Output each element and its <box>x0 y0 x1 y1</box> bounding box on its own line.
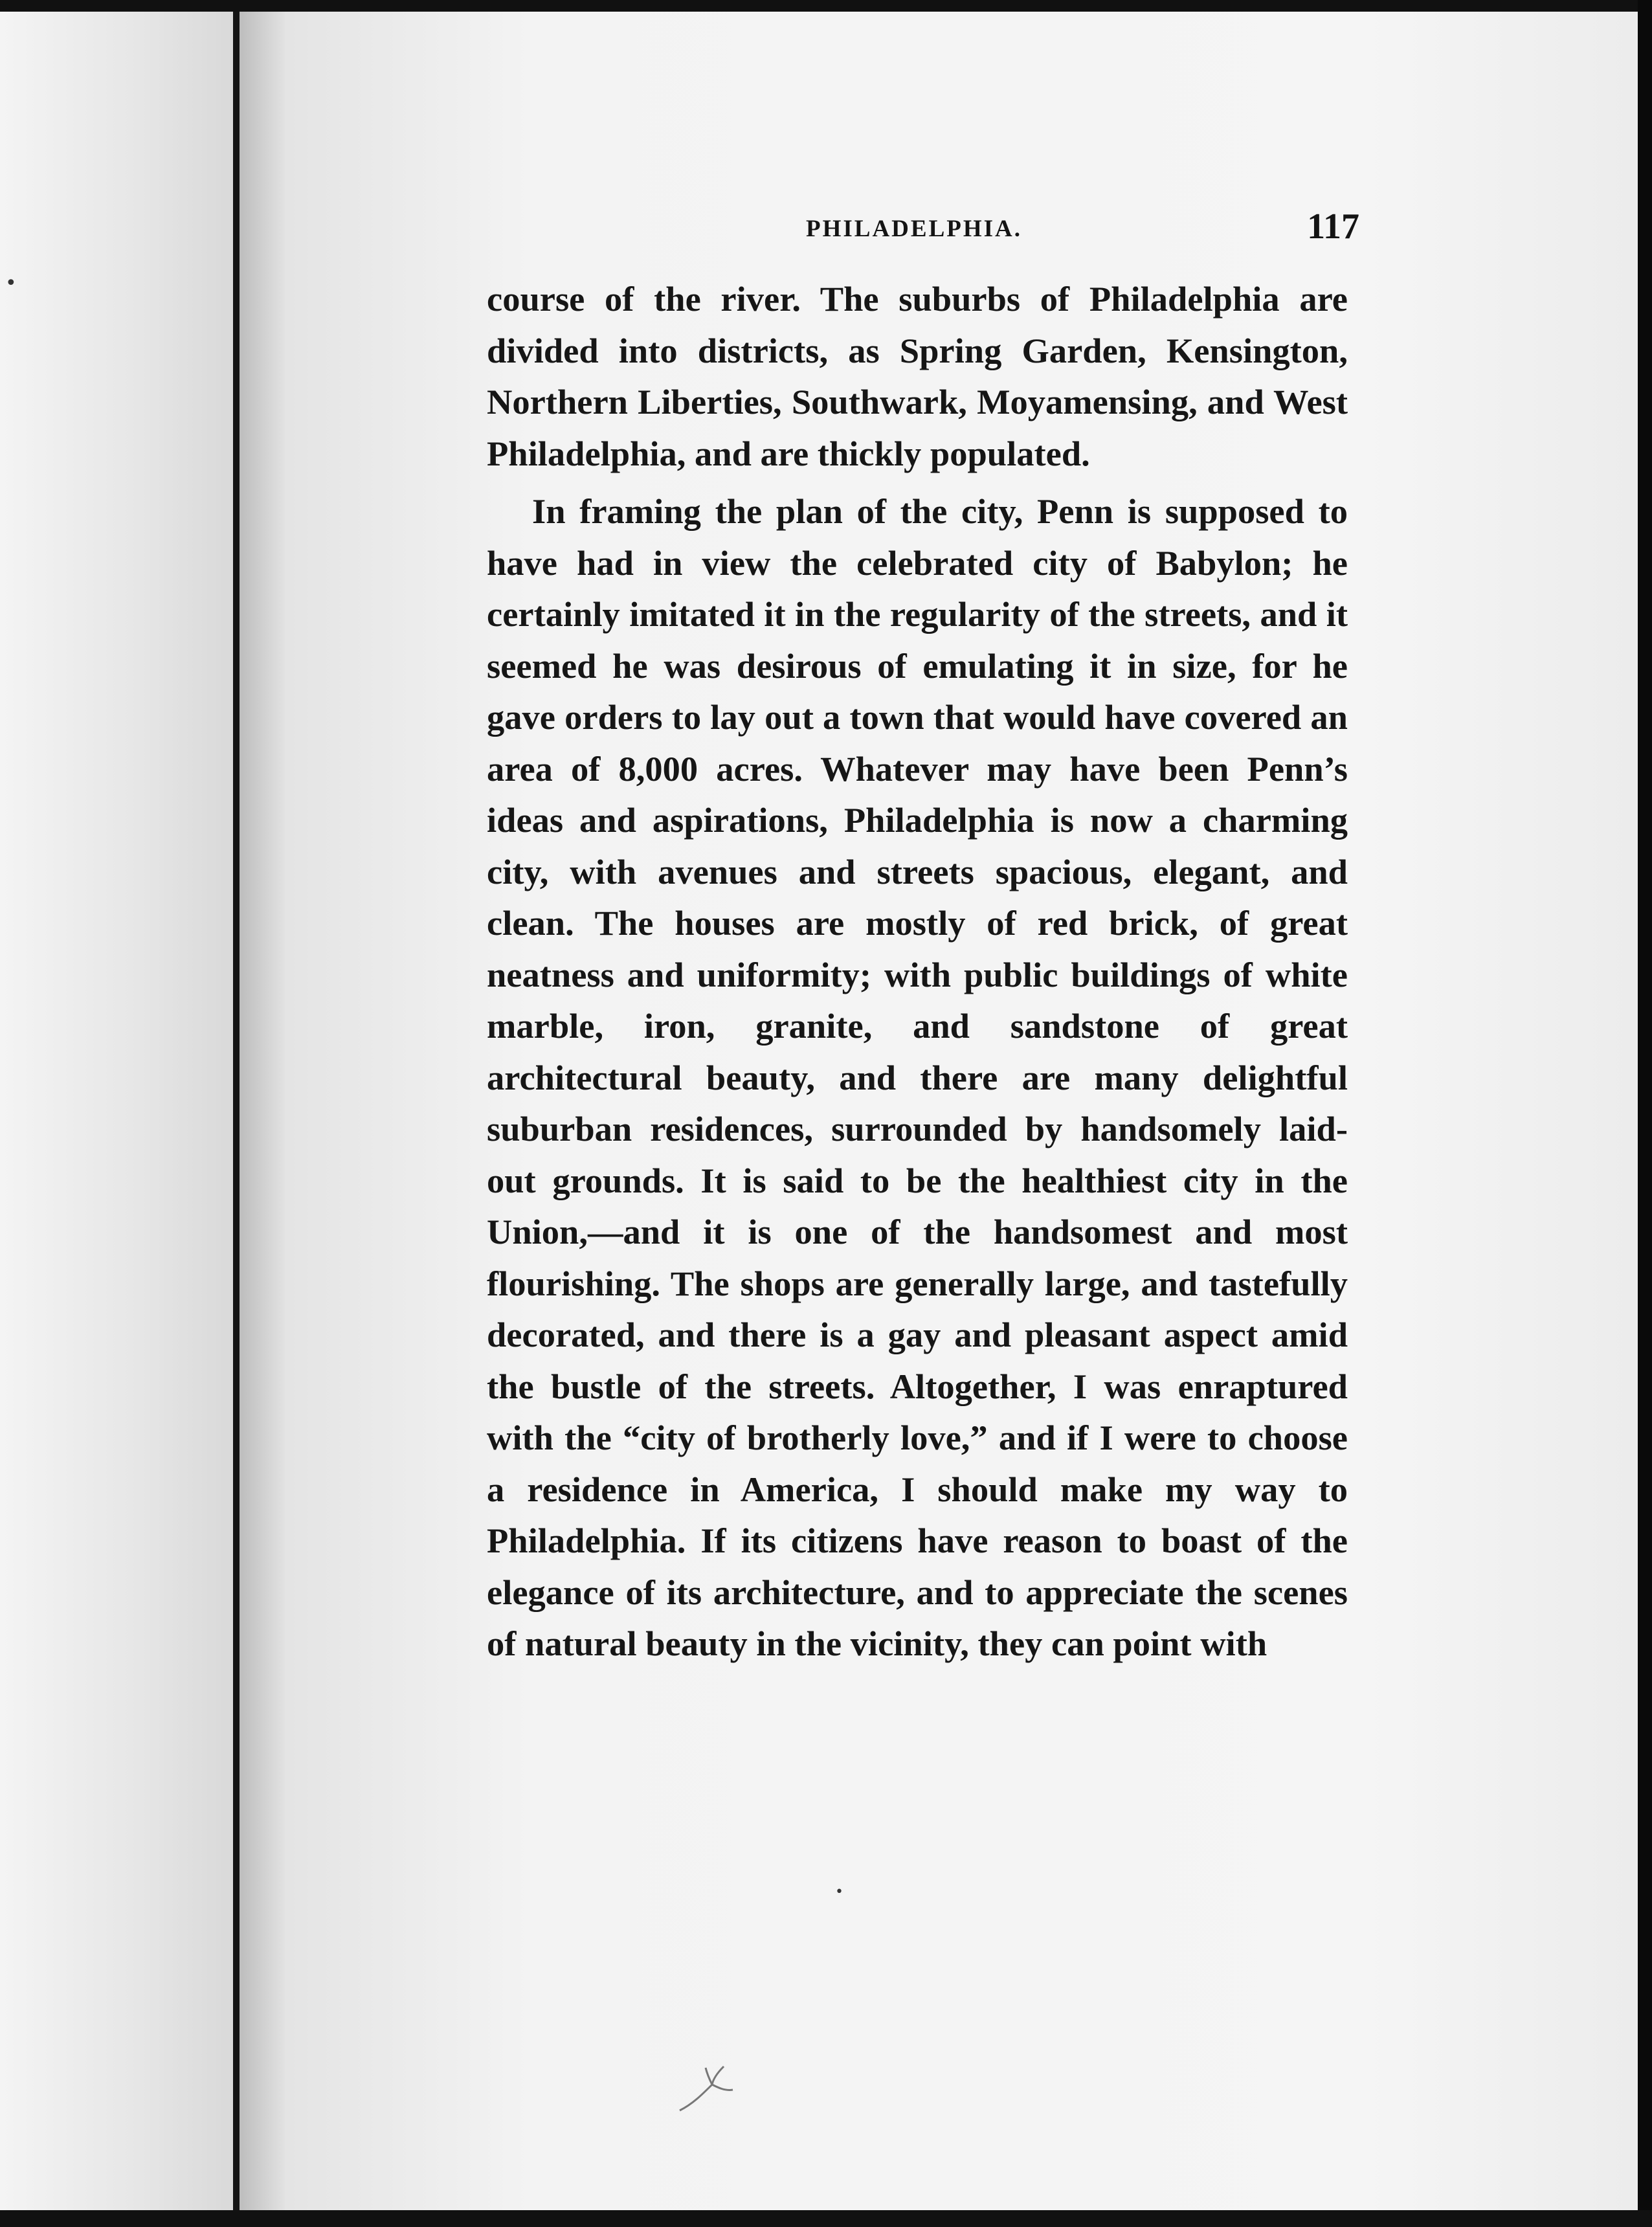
scan-bottom-edge <box>0 2210 1652 2227</box>
ink-scribble-mark <box>673 2059 744 2117</box>
scan-right-edge <box>1638 0 1652 2227</box>
running-head: PHILADELPHIA. <box>806 216 1023 242</box>
gutter-shadow <box>240 12 285 2210</box>
body-text <box>487 273 1348 1670</box>
paragraph: course of the river. The suburbs of Philadelphia are divided into districts, as Spring Garden, Kensington, Northern Liberties, Southwark, Moyamensing, and West Philadelphia, and are thickly populated. <box>487 279 1348 473</box>
paragraph: In framing the plan of the city, Penn is supposed to have had in view the celebrated city of Babylon; he certainly imitated it in the regularity of the streets, and it seemed he was desirous of emulating it in size, for he gave orders to lay out a town that would have covered an area of 8,000 acres. Whatever may have been Penn’s ideas and aspirations, Philadelphia is now a charming city, with avenues and streets spacious, elegant, and clean. The houses are mostly of red brick, of great neatness and uniformity; with public buildings of white marble, iron, granite, and sandstone of great architectural beauty, and there are many delightful suburban residences, surrounded by handsomely laid-out grounds. It is said to be the healthiest city in the Union,—and it is one of the handsomest and most flourishing. The shops are generally large, and tastefully decorated, and there is a gay and pleasant aspect amid the bustle of the streets. Altogether, I was enraptured with the “city of brotherly love,” and if I were to choose a residence in America, I should make my way to Philadelphia. If its citizens have reason to boast of the elegance of its architecture, and to appreciate the scenes of natural beauty in the vicinity, they can point with <box>487 491 1348 1663</box>
page-header <box>489 206 1359 258</box>
page-number: 117 <box>1307 207 1359 247</box>
facing-page-edge <box>0 12 233 2210</box>
book-gutter <box>233 12 240 2210</box>
ink-speck: • <box>5 272 17 295</box>
ink-speck: • <box>835 1884 843 1900</box>
scan-top-edge <box>0 0 1652 12</box>
